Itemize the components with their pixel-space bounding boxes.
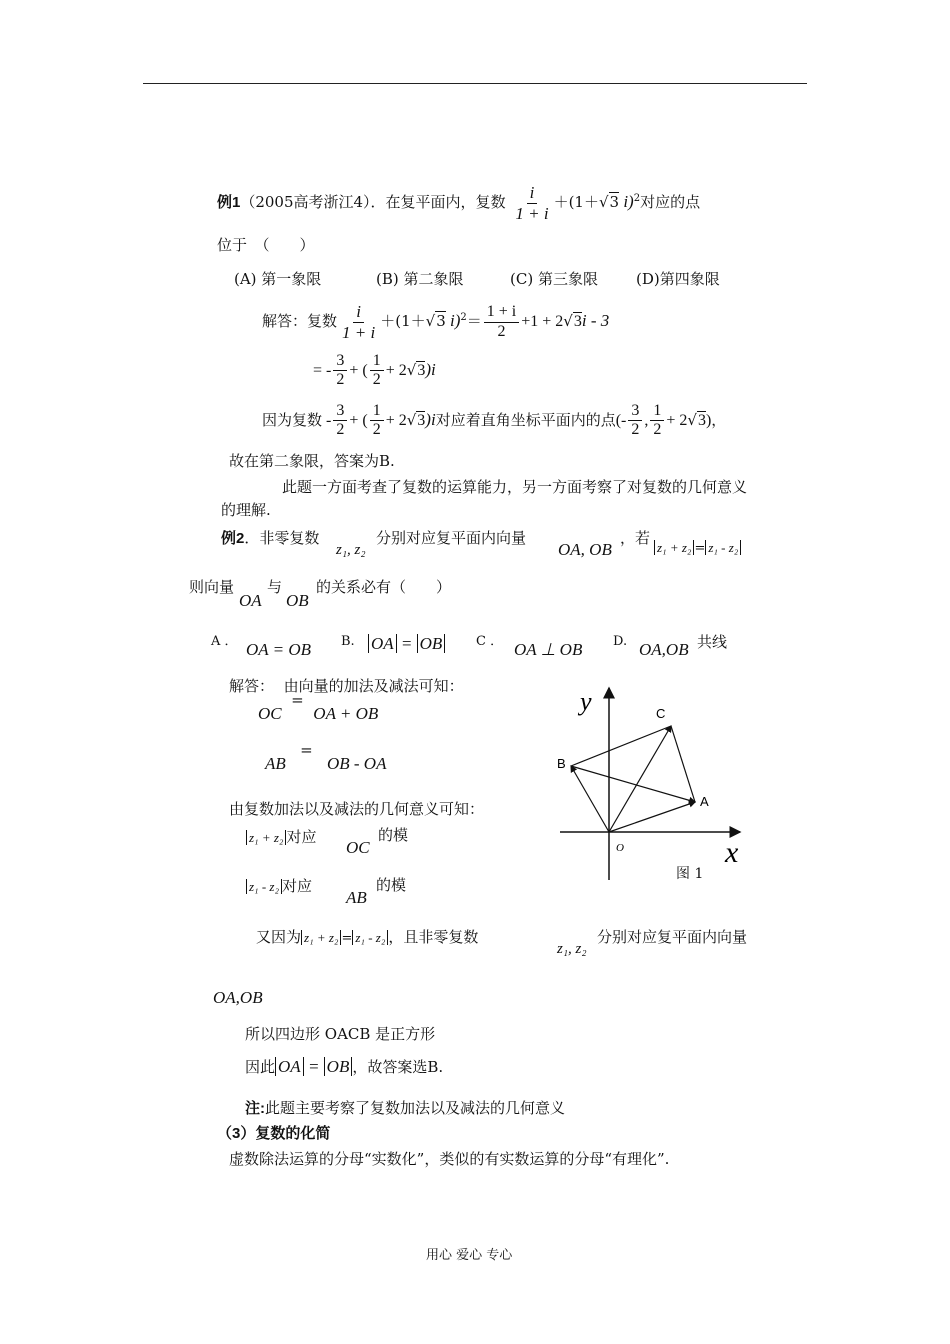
ex2-line1: 例2．非零复数 (221, 529, 320, 547)
ex2-map1-mo: 的模 (378, 826, 409, 844)
ex1-line2: 位于 （ ） (217, 236, 315, 254)
figure-caption: 图 1 (676, 866, 704, 882)
ex2-z1z2: z₁, z₂ (336, 542, 366, 558)
ex2-opt-a: OA = OB (246, 640, 311, 659)
ex2-square: 所以四边形 OACB 是正方形 (245, 1025, 436, 1043)
ex2-ob: OB (286, 591, 309, 610)
ex2-again-tail: 分别对应复平面内向量 (597, 928, 748, 946)
ex2-line2a: 则向量 (189, 578, 235, 596)
ex2-map2-mo: 的模 (376, 876, 407, 894)
ex2-intro2: 分别对应复平面内向量 (376, 529, 527, 547)
ex1-answer-line2: = - $\frac{3}{2}$ + ( $\frac{1}{2}$ + 2√3)i (313, 352, 436, 389)
ex1-conclusion: 故在第二象限，答案为B. (229, 452, 395, 470)
ex2-oa: OA (239, 591, 262, 610)
page-footer: 用心 爱心 专心 (426, 1248, 513, 1263)
ex2-opt-d-tail: 共线 (697, 633, 728, 651)
ex2-therefore: 因此 OA = OB ，故答案选B. (245, 1057, 444, 1076)
ex1-comment-line1: 此题一方面考查了复数的运算能力，另一方面考察了对复数的几何意义 (282, 478, 748, 496)
origin-label: O (616, 842, 624, 854)
ex1-line1: 例1（2005高考浙江4）．在复平面内，复数 $\frac{i}{1 + i}$ ＋(1＋√3 i)$^2$对应的点 (217, 183, 701, 223)
y-axis-label: y (580, 687, 592, 716)
ex1-because-line: 因为复数 - $\frac{3}{2}$ + ( $\frac{1}{2}$ + 2√3)i对应着直角坐标平面内的点(- $\frac{3}{2}$ , $\frac{1}{2}$ + 2√3)， (262, 402, 727, 439)
x-axis-label: x (725, 836, 739, 869)
point-a-label: A (700, 794, 709, 809)
ex1-option-a: (A) 第一象限 (234, 270, 322, 288)
ex2-map1-oc: OC (346, 838, 370, 857)
ex2-map1: z₁ + z₂ 对应 (246, 828, 316, 846)
ex1-option-c: (C) 第三象限 (510, 270, 598, 288)
ex2-oaob-standalone: OA,OB (213, 988, 263, 1007)
ex1-answer-line1: 解答：复数 $\frac{i}{1 + i}$ ＋(1＋√3 i)$^2$＝ $\frac{1 + i}{2}$ +1 + 2√3i - 3 (262, 302, 610, 342)
ex2-oc-equation: OC = OA + OB (258, 691, 379, 723)
ex1-label: 例1 (217, 194, 241, 212)
section3-title: （3）复数的化简 (217, 1125, 331, 1142)
ex2-solution-line: 解答： 由向量的加法及减法可知： (229, 677, 464, 695)
header-rule (143, 83, 807, 84)
ex2-opt-d: OA,OB (639, 640, 689, 659)
section3-text: 虚数除法运算的分母“实数化”，类似的有实数运算的分母“有理化”. (229, 1150, 670, 1168)
ex2-map2-ab: AB (346, 888, 367, 907)
ex2-oaob: OA, OB (558, 540, 612, 559)
ex1-source: （2005高考浙江4）．在复平面内，复数 (240, 193, 506, 212)
point-c-label: C (656, 706, 666, 721)
ex1-option-d: (D)第四象限 (636, 270, 720, 288)
ex2-again-z: z₁, z₂ (557, 941, 587, 957)
side-ca (671, 726, 695, 802)
ex2-opt-b-label: B. (341, 634, 355, 649)
ex1-comment-line2: 的理解. (221, 501, 271, 519)
ex2-opt-d-label: D. (613, 634, 628, 649)
ex2-condition: z₁ + z₂ = z₁ - z₂ (654, 538, 741, 557)
vector-ba (571, 766, 695, 802)
side-bc (571, 726, 671, 766)
ex2-again-line: 又因为 z₁ + z₂ = z₁ - z₂ ，且非零复数 (256, 928, 479, 946)
ex2-opt-b: OA = OB (368, 634, 445, 654)
figure-1-diagram (540, 680, 780, 890)
ex2-opt-c: OA ⊥ OB (514, 640, 583, 659)
ex2-line2b: 的关系必有（ ） (316, 578, 452, 596)
ex2-opt-c-label: C ． (476, 634, 504, 649)
ex2-map2: z₁ - z₂ 对应 (246, 877, 312, 895)
ex2-note: 注:此题主要考察了复数加法以及减法的几何意义 (245, 1099, 566, 1117)
ex1-fraction: $\frac{i}{1 + i}$ (515, 183, 549, 223)
ex2-yu: 与 (267, 578, 283, 596)
ex1-option-b: (B) 第二象限 (376, 270, 464, 288)
ex2-ab-equation: AB = OB - OA (265, 741, 387, 773)
vector-oc (609, 726, 671, 832)
ex2-geo-text: 由复数加法以及减法的几何意义可知： (229, 800, 485, 818)
ex2-if: ，若 (620, 529, 651, 547)
vector-oa (609, 802, 695, 832)
ex2-opt-a-label: A ． (211, 634, 238, 649)
point-b-label: B (557, 756, 566, 771)
